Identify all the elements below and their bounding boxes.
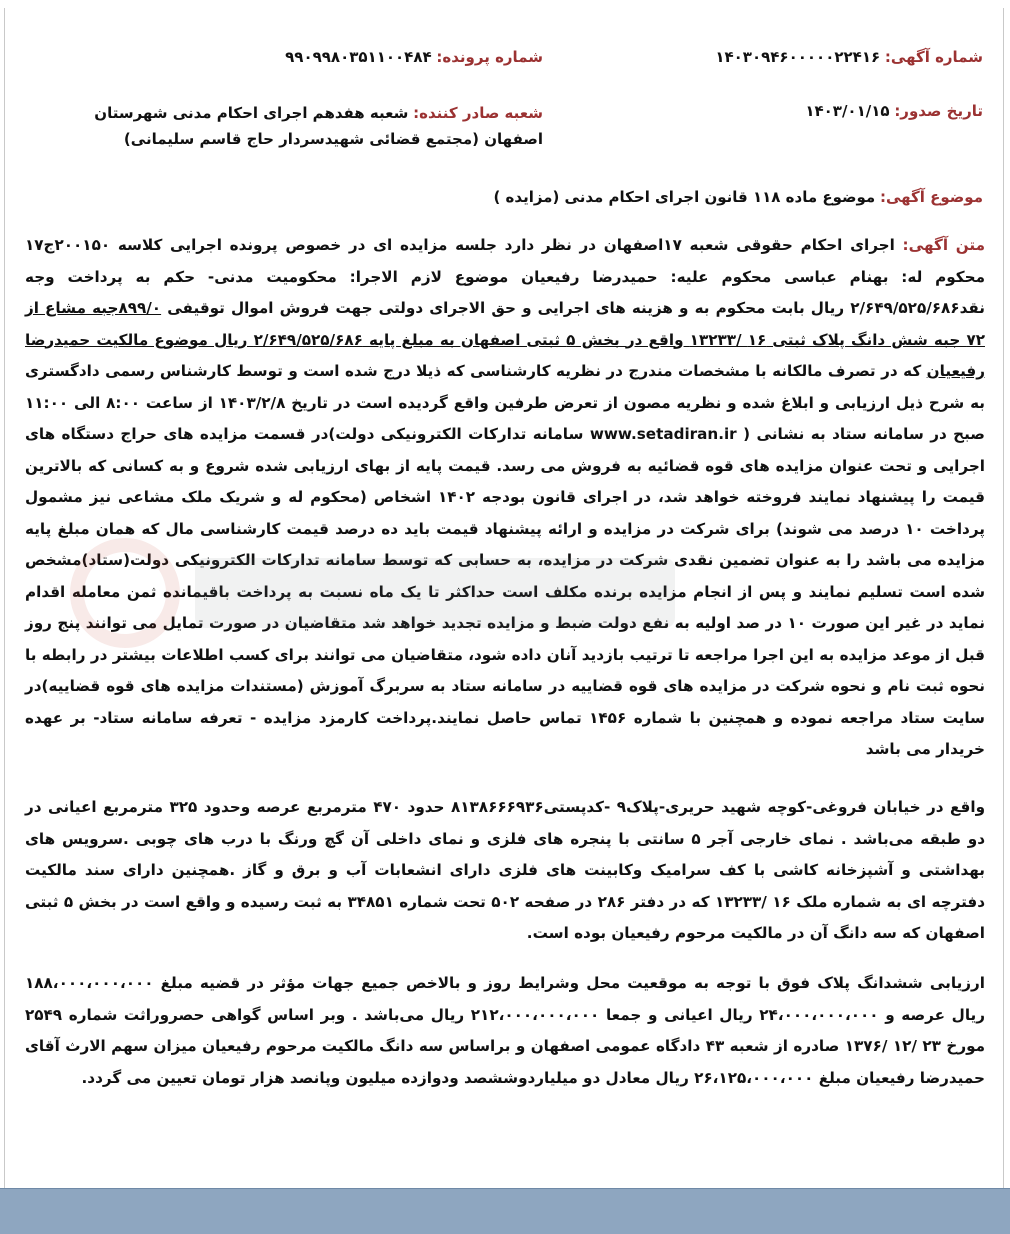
notice-text-part-2: که در تصرف مالکانه با مشخصات مندرج در نظریه کارشناسی که ذیلا درج شده است و توسط کارشناس رسمی دادگستری به شرح ذیل ارزیابی و ابلاغ شده و نظریه مصون از تعرض طرفین واقع گردیده است در تاریخ ۱۴۰۳/۲/۸ از ساعت ۸:۰۰ الی ۱۱:۰۰ صبح در سامانه ستاد به نشانی ( www.setadiran.ir سامانه تدارکات الکترونیکی دولت)در قسمت مزایده های حراج دستگاه های اجرایی و تحت عنوان مزایده های قوه قضائیه به فروش می رسد. قیمت پایه از بهای ارزیابی شده شروع و به کسانی که بالاترین قیمت را پیشنهاد نمایند فروخته خواهد شد، در اجرای قانون بودجه ۱۴۰۲ اشخاص (محکوم له و شریک ملک مشاعی نیز مشمول پرداخت ۱۰ درصد می شوند) برای شرکت در مزایده و ارائه پیشنهاد قیمت باید ده درصد قیمت کارشناسی مال که همان مبلغ پایه مزایده می باشد را به عنوان تضمین نقدی شرکت در مزایده، به حسابی که توسط سامانه تدارکات الکترونیکی دولت(ستاد)مشخص شده است تسلیم نمایند و پس از انجام مزایده برنده مکلف است حداکثر تا یک ماه نسبت به پرداخت باقیمانده ثمن معامله اقدام نماید در غیر این صورت ۱۰ در صد اولیه به نفع دولت ضبط و مزایده تجدید خواهد شد متقاضیان در صورت تمایل می توانند پنج روز قبل از موعد مزایده به این اجرا مراجعه تا ترتیب بازدید آنان داده شود، متقاضیان می توانند برای کسب اطلاعات بیشتر در رابطه با نحوه ثبت نام و نحوه شرکت در مزایده های قوه قضاییه در سامانه ستاد به سربرگ آموزش (مستندات مزایده های قوه قضاییه)در سایت ستاد مراجعه نموده و همچنین با شماره ۱۴۵۶ تماس حاصل نمایند.پرداخت کارمزد مزایده - تعرفه سامانه ستاد- بر عهده خریدار می باشد — [25, 362, 985, 758]
bottom-frame-strip — [0, 1188, 1010, 1234]
issuing-branch-row — [73, 100, 543, 152]
notice-main-text — [25, 230, 985, 766]
issue-date-row — [805, 100, 983, 122]
case-number-value: ۹۹۰۹۹۸۰۳۵۱۱۰۰۴۸۴ — [285, 48, 432, 66]
notice-subject-label: موضوع آگهی: — [879, 188, 983, 206]
property-description: واقع در خیابان فروغی-کوچه شهید حریری-پلاک۹ -کدپستی۸۱۳۸۶۶۶۹۳۶ حدود ۴۷۰ مترمربع عرصه وحدود ۳۲۵ مترمربع اعیانی در دو طبقه می‌باشد . نمای خارجی آجر ۵ سانتی با پنجره های فلزی و نمای داخلی آن گچ ورنگ با درب های چوبی .سرویس های بهداشتی و آشپزخانه کاشی با کف سرامیک وکابینت های فلزی دارای انشعابات آب و برق و گاز .همچنین دارای سند مالکیت دفترچه ای به شماره ملک ۱۶ /۱۳۲۳۳ که در دفتر ۲۸۶ در صفحه ۵۰۲ تحت شماره ۳۴۸۵۱ به ثبت رسیده و واقع است در بخش ۵ ثبتی اصفهان که سه دانگ آن در مالکیت مرحوم رفیعیان بوده است. — [25, 798, 986, 942]
notice-number-value: ۱۴۰۳۰۹۴۶۰۰۰۰۰۲۲۴۱۶ — [715, 48, 881, 66]
notice-text-part-1: اجرای احکام حقوقی شعبه ۱۷اصفهان در نظر دارد جلسه مزایده ای در خصوص پرونده اجرایی کلاسه ۲۰۰۱۵۰ج۱۷ محکوم له: بهنام عباسی محکوم علیه: حمیدرضا رفیعیان موضوع لازم الاجرا: محکومیت مدنی- حکم به پرداخت وجه نقد۲/۶۴۹/۵۲۵/۶۸۶ ریال بابت محکوم به و هزینه های اجرایی و حق الاجرای دولتی جهت فروش اموال توقیفی — [25, 236, 985, 317]
issue-date-label: تاریخ صدور: — [894, 102, 983, 120]
notice-subject-row — [493, 186, 983, 208]
notice-number-label: شماره آگهی: — [884, 48, 983, 66]
notice-subject-value: موضوع ماده ۱۱۸ قانون اجرای احکام مدنی (مزایده ) — [493, 188, 876, 206]
case-number-label: شماره پرونده: — [436, 48, 543, 66]
issuing-branch-label: شعبه صادر کننده: — [413, 104, 543, 122]
notice-text-label: متن آگهی: — [902, 236, 985, 254]
notice-page — [4, 8, 1004, 1188]
notice-text-underlined: ۸۹۹/۰جبه مشاع از ۷۲ جبه شش دانگ پلاک ثبتی ۱۶ /۱۳۲۳۳ واقع در بخش ۵ ثبتی اصفهان به مبلغ پایه ۲/۶۴۹/۵۲۵/۶۸۶ ریال موضوع مالکیت حمیدرضا رفیعیان — [25, 299, 985, 380]
valuation-description: ارزیابی ششدانگ پلاک فوق با توجه به موقعیت محل وشرایط روز و بالاخص جمیع جهات مؤثر در قضیه مبلغ ۱۸۸،۰۰۰،۰۰۰،۰۰۰ ریال عرصه و ۲۴،۰۰۰،۰۰۰،۰۰۰ ریال اعیانی و جمعا ۲۱۲،۰۰۰،۰۰۰،۰۰۰ ریال می‌باشد . وبر اساس گواهی حصروراثت شماره ۲۵۴۹ مورخ ۲۳ /۱۲ /۱۳۷۶ صادره از شعبه ۴۳ دادگاه عمومی اصفهان و براساس سه دانگ مالکیت مرحوم رفیعیان میزان سهم الارث آقای حمیدرضا رفیعیان مبلغ ۲۶،۱۲۵،۰۰۰،۰۰۰ ریال معادل دو میلیاردوششصد ودوازده میلیون وپانصد هزار تومان تعیین می گردد. — [25, 974, 985, 1087]
issue-date-value: ۱۴۰۳/۰۱/۱۵ — [805, 102, 890, 120]
case-number-row — [285, 46, 543, 68]
notice-number-row — [715, 46, 983, 68]
issuing-branch-value: شعبه هفدهم اجرای احکام مدنی شهرستان اصفهان (مجتمع قضائی شهیدسردار حاج قاسم سلیمانی) — [94, 104, 543, 148]
